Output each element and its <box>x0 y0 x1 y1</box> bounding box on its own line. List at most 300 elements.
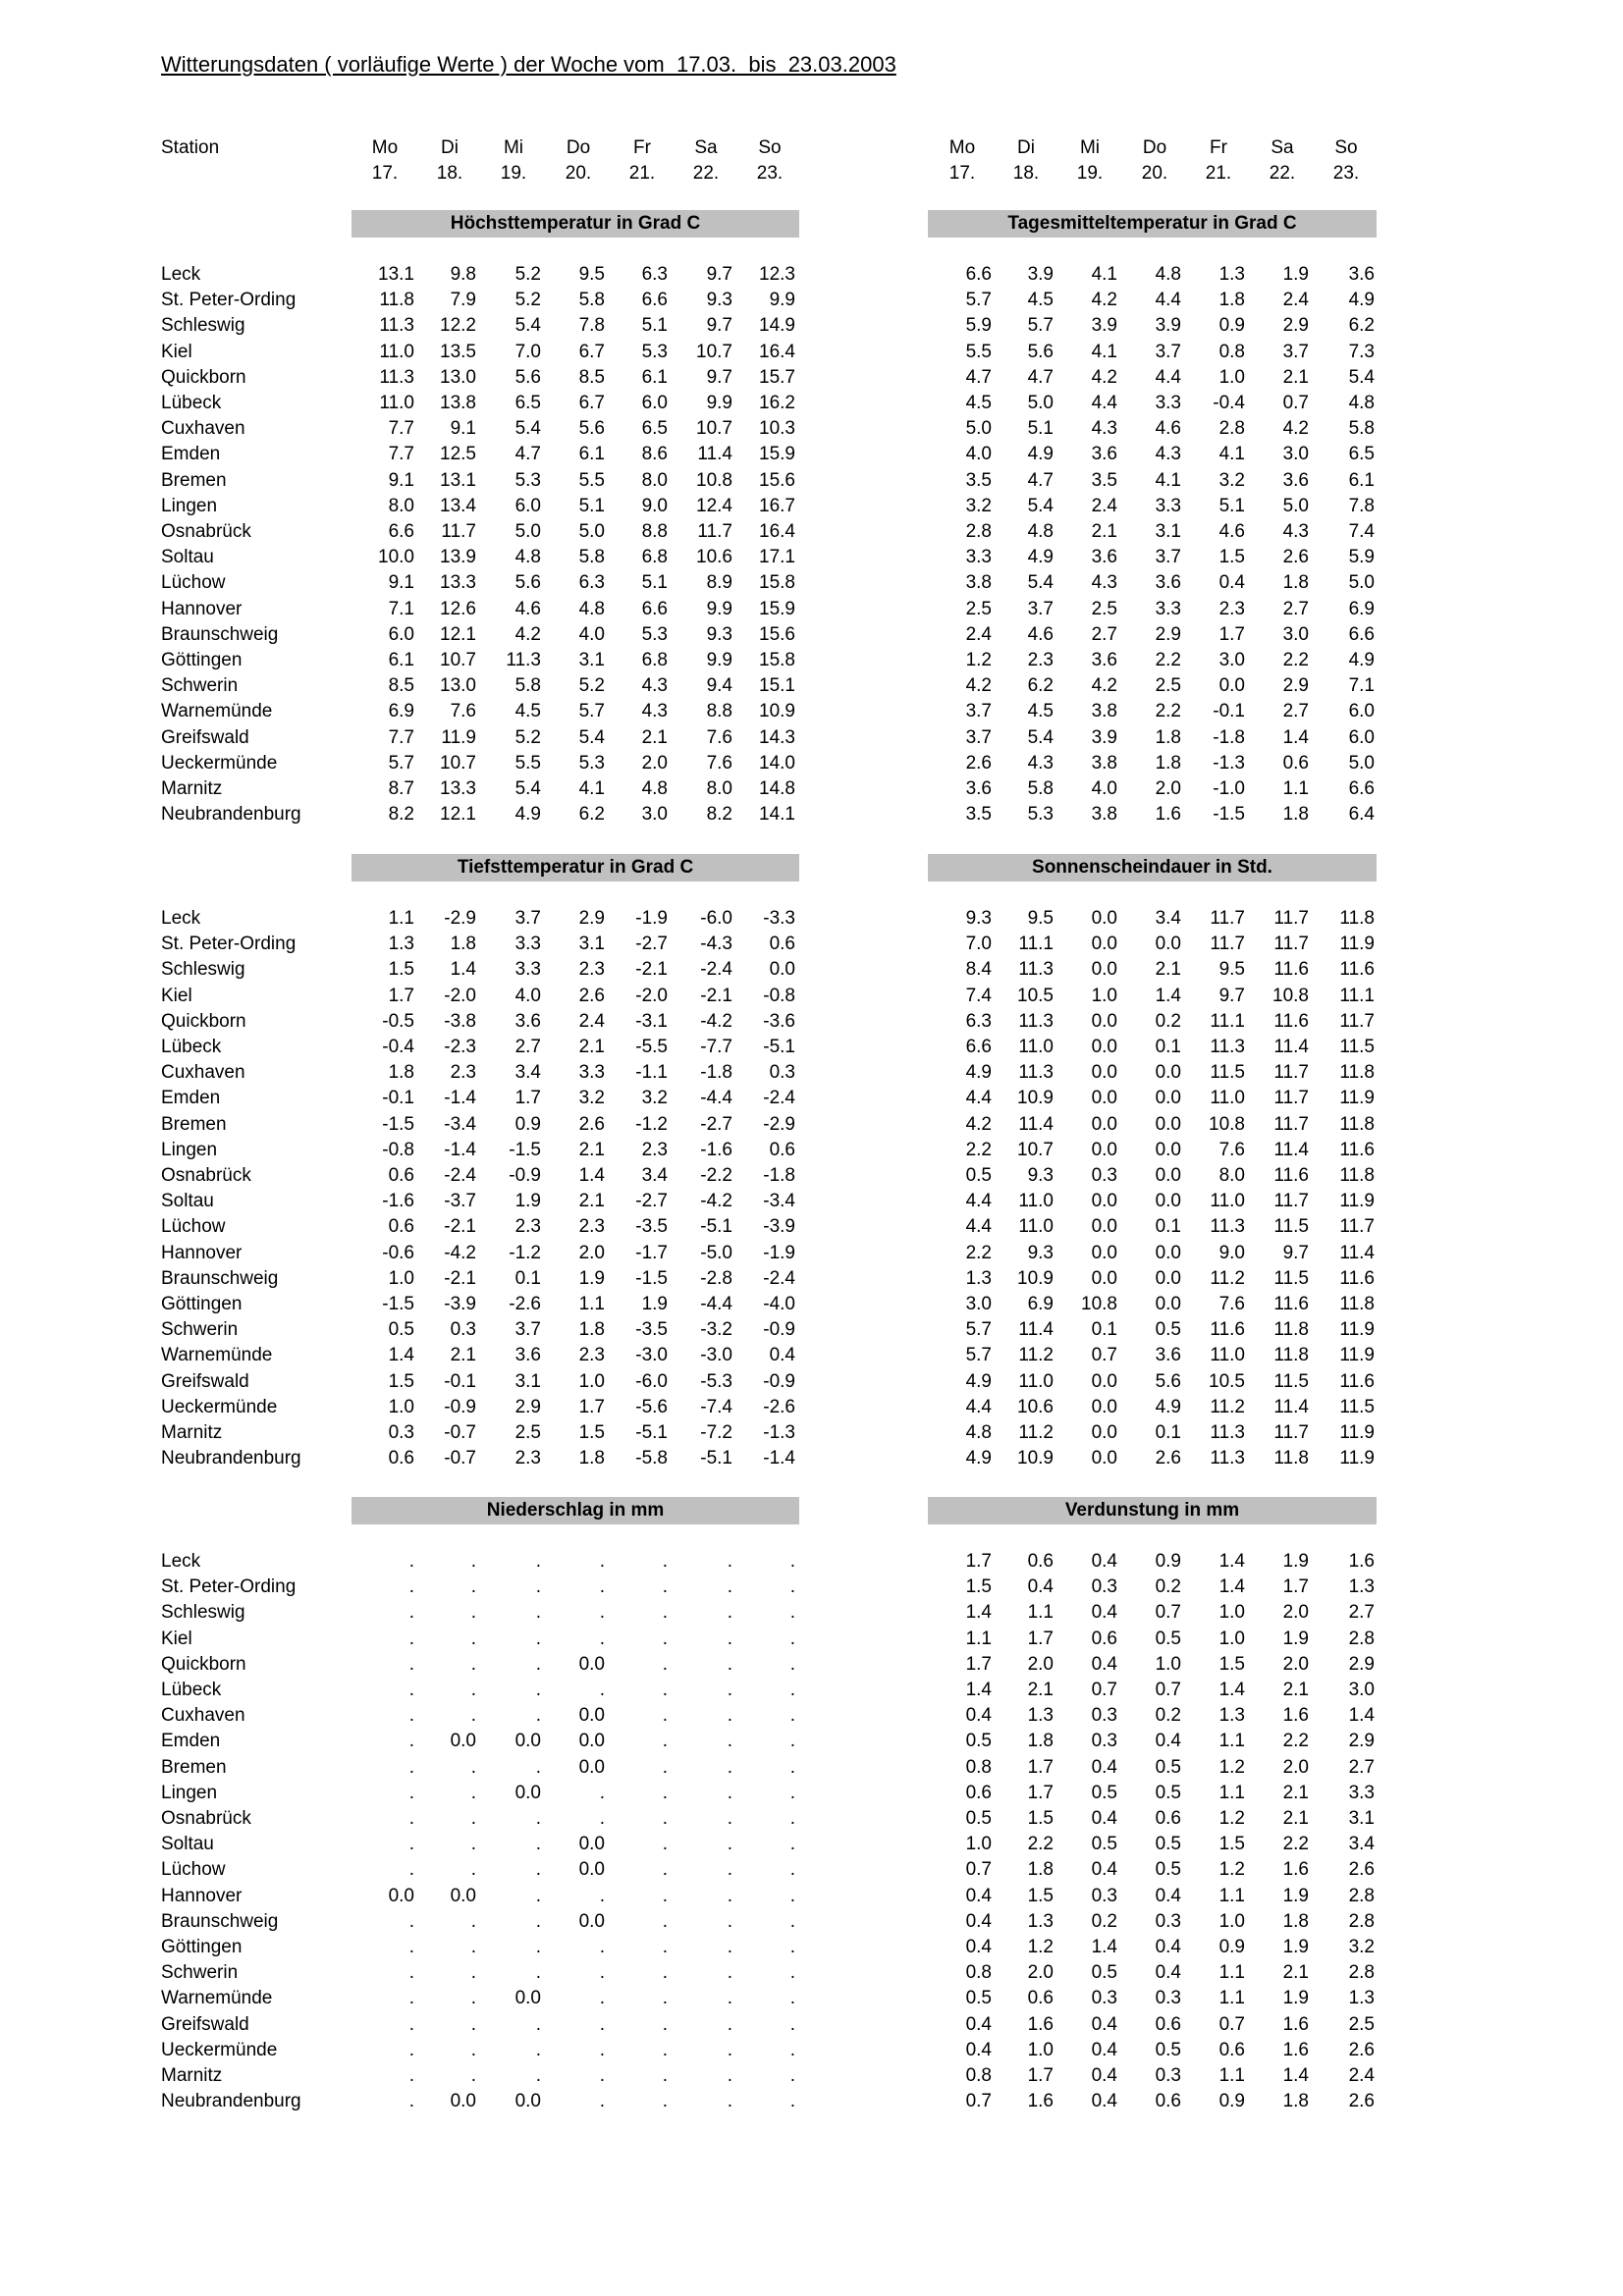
value-cell: 14.9 <box>759 315 795 337</box>
value-cell: 4.4 <box>965 1216 992 1238</box>
value-cell: . <box>662 1680 668 1700</box>
value-cell: 14.0 <box>759 752 795 774</box>
station-name: Bremen <box>161 1113 227 1135</box>
table-row <box>0 1960 1473 1986</box>
value-cell: 2.5 <box>1091 598 1117 619</box>
value-cell: -0.7 <box>444 1422 476 1443</box>
value-cell: -0.9 <box>509 1165 541 1186</box>
value-cell: 10.9 <box>1017 1088 1054 1109</box>
value-cell: 0.4 <box>1091 2065 1117 2086</box>
value-cell: 0.4 <box>1155 1937 1181 1957</box>
value-cell: -3.3 <box>763 908 795 929</box>
value-cell: 5.0 <box>1027 393 1054 413</box>
station-name: St. Peter-Ording <box>161 934 297 955</box>
value-cell: 1.1 <box>1218 1962 1245 1984</box>
value-cell: 11.7 <box>697 521 732 542</box>
value-cell: 7.6 <box>1218 1294 1245 1314</box>
value-cell: 11.3 <box>1210 1216 1245 1238</box>
value-cell: 5.2 <box>514 264 541 285</box>
table-row <box>0 1600 1473 1626</box>
value-cell: 9.9 <box>706 598 732 619</box>
table-row <box>0 1935 1473 1960</box>
value-cell: 5.8 <box>1027 778 1054 799</box>
value-cell: 11.5 <box>1210 1062 1245 1084</box>
value-cell: 0.0 <box>1091 1216 1117 1238</box>
value-cell: 0.5 <box>1155 1319 1181 1341</box>
value-cell: 5.4 <box>1027 572 1054 594</box>
value-cell: 3.1 <box>578 650 605 670</box>
value-cell: 11.4 <box>1273 1396 1309 1417</box>
day-header-left-3: Do <box>566 137 591 158</box>
station-name: Marnitz <box>161 2065 223 2086</box>
value-cell: 2.3 <box>641 1139 668 1160</box>
value-cell: 1.1 <box>388 908 414 929</box>
value-cell: -1.3 <box>1213 752 1245 774</box>
value-cell: 1.5 <box>1218 547 1245 568</box>
value-cell: 11.7 <box>1210 908 1245 929</box>
table-row <box>0 2063 1473 2089</box>
table-row <box>0 1035 1473 1060</box>
value-cell: -5.3 <box>700 1370 732 1392</box>
value-cell: 9.1 <box>450 418 476 440</box>
value-cell: 6.3 <box>965 1010 992 1032</box>
value-cell: 10.7 <box>440 650 476 670</box>
value-cell: 5.4 <box>514 778 541 799</box>
table-row <box>0 751 1473 776</box>
station-name: Schwerin <box>161 675 239 697</box>
value-cell: 4.1 <box>1218 444 1245 465</box>
table-row <box>0 1446 1473 1471</box>
value-cell: 4.3 <box>1091 572 1117 594</box>
value-cell: 3.6 <box>1091 547 1117 568</box>
value-cell: 1.0 <box>1091 985 1117 1006</box>
value-cell: 17.1 <box>759 547 795 568</box>
station-name: Schleswig <box>161 1602 245 1624</box>
value-cell: 3.1 <box>1348 1808 1375 1829</box>
value-cell: 3.8 <box>1091 804 1117 826</box>
value-cell: 3.3 <box>514 934 541 955</box>
value-cell: 1.4 <box>1091 1937 1117 1957</box>
station-name: Leck <box>161 908 201 929</box>
value-cell: 0.0 <box>578 1705 605 1727</box>
value-cell: 2.6 <box>578 1113 605 1135</box>
value-cell: 1.5 <box>388 959 414 981</box>
value-cell: 1.6 <box>1027 2013 1054 2035</box>
value-cell: 2.3 <box>1218 598 1245 619</box>
value-cell: -4.2 <box>700 1010 732 1032</box>
value-cell: 0.7 <box>1155 1602 1181 1624</box>
value-cell: 11.6 <box>1210 1319 1245 1341</box>
value-cell: 9.7 <box>706 315 732 337</box>
day-header-right-3: Do <box>1142 137 1167 158</box>
value-cell: 11.7 <box>1273 934 1309 955</box>
value-cell: . <box>789 1937 795 1957</box>
value-cell: . <box>408 1680 414 1700</box>
value-cell: 9.0 <box>641 495 668 516</box>
page-title: Witterungsdaten ( vorläufige Werte ) der Woche vom 17.03. bis 23.03.2003 <box>161 52 896 77</box>
table-row <box>0 1086 1473 1111</box>
value-cell: -3.1 <box>635 1010 668 1032</box>
value-cell: 0.2 <box>1155 1576 1181 1598</box>
table-row <box>0 984 1473 1009</box>
value-cell: 3.7 <box>514 1319 541 1341</box>
value-cell: . <box>408 1705 414 1727</box>
value-cell: 11.9 <box>1339 934 1375 955</box>
value-cell: 2.0 <box>1155 778 1181 799</box>
value-cell: 0.0 <box>514 1731 541 1752</box>
value-cell: 11.0 <box>1018 1216 1054 1238</box>
date-header-right-2: 19. <box>1076 163 1104 184</box>
value-cell: . <box>727 1602 732 1624</box>
value-cell: 4.2 <box>1091 366 1117 388</box>
value-cell: -2.4 <box>763 1088 795 1109</box>
value-cell: 5.4 <box>514 315 541 337</box>
value-cell: 0.0 <box>1155 1113 1181 1135</box>
value-cell: 0.6 <box>769 1139 795 1160</box>
value-cell: 11.3 <box>506 650 541 670</box>
value-cell: 10.0 <box>378 547 414 568</box>
value-cell: 3.0 <box>965 1294 992 1314</box>
value-cell: . <box>727 1910 732 1932</box>
value-cell: 8.0 <box>641 469 668 491</box>
value-cell: 1.9 <box>514 1191 541 1212</box>
value-cell: 12.4 <box>696 495 732 516</box>
value-cell: -3.0 <box>635 1345 668 1366</box>
table-row <box>0 1369 1473 1395</box>
day-header-left-6: So <box>758 137 782 158</box>
value-cell: 2.1 <box>1091 521 1117 542</box>
value-cell: 2.7 <box>1282 598 1309 619</box>
value-cell: 1.6 <box>1282 1705 1309 1727</box>
table-row <box>0 2012 1473 2038</box>
value-cell: 0.4 <box>965 1885 992 1906</box>
value-cell: 0.0 <box>578 1859 605 1881</box>
value-cell: -2.9 <box>444 908 476 929</box>
value-cell: 5.8 <box>578 290 605 311</box>
value-cell: 5.0 <box>965 418 992 440</box>
value-cell: 0.6 <box>1282 752 1309 774</box>
day-header-left-5: Sa <box>694 137 718 158</box>
station-name: Quickborn <box>161 1010 246 1032</box>
table-row <box>0 1266 1473 1292</box>
station-name: Emden <box>161 444 221 465</box>
value-cell: 4.8 <box>1027 521 1054 542</box>
value-cell: 4.7 <box>965 366 992 388</box>
value-cell: . <box>789 1731 795 1752</box>
value-cell: . <box>662 1910 668 1932</box>
value-cell: 4.9 <box>1027 444 1054 465</box>
value-cell: 3.2 <box>965 495 992 516</box>
value-cell: 0.0 <box>578 1834 605 1855</box>
value-cell: . <box>599 1885 605 1906</box>
value-cell: 9.3 <box>1027 1165 1054 1186</box>
table-row <box>0 519 1473 545</box>
value-cell: 0.4 <box>965 2039 992 2060</box>
value-cell: 16.7 <box>759 495 795 516</box>
value-cell: 14.8 <box>759 778 795 799</box>
value-cell: 11.5 <box>1273 1267 1309 1289</box>
value-cell: 11.8 <box>1339 908 1375 929</box>
value-cell: 1.5 <box>1218 1834 1245 1855</box>
value-cell: 0.5 <box>1091 1834 1117 1855</box>
table-row <box>0 1884 1473 1909</box>
value-cell: 1.1 <box>965 1628 992 1649</box>
value-cell: 3.6 <box>965 778 992 799</box>
value-cell: . <box>789 1885 795 1906</box>
value-cell: -0.9 <box>763 1370 795 1392</box>
header-left <box>161 135 809 190</box>
value-cell: 6.6 <box>641 598 668 619</box>
value-cell: 3.1 <box>578 934 605 955</box>
value-cell: 8.4 <box>965 959 992 981</box>
value-cell: 0.0 <box>1091 1267 1117 1289</box>
value-cell: 4.1 <box>578 778 605 799</box>
value-cell: 11.1 <box>1339 985 1375 1006</box>
value-cell: 15.9 <box>759 444 795 465</box>
value-cell: 0.4 <box>1091 1756 1117 1778</box>
value-cell: 4.4 <box>1091 393 1117 413</box>
value-cell: 1.4 <box>965 1680 992 1700</box>
value-cell: 2.1 <box>578 1037 605 1057</box>
value-cell: 1.0 <box>578 1370 605 1392</box>
date-header-left-0: 17. <box>371 163 399 184</box>
day-header-left-4: Fr <box>633 137 651 158</box>
value-cell: 5.5 <box>578 469 605 491</box>
value-cell: 1.4 <box>1282 2065 1309 2086</box>
station-name: Hannover <box>161 1885 243 1906</box>
table-row <box>0 2089 1473 2114</box>
station-name: Osnabrück <box>161 1165 251 1186</box>
station-name: Cuxhaven <box>161 1062 245 1084</box>
value-cell: 2.5 <box>1155 675 1181 697</box>
value-cell: 2.4 <box>1091 495 1117 516</box>
value-cell: 4.8 <box>578 598 605 619</box>
value-cell: -1.5 <box>635 1267 668 1289</box>
value-cell: 10.7 <box>696 418 732 440</box>
value-cell: 0.1 <box>1155 1216 1181 1238</box>
value-cell: -0.1 <box>1213 701 1245 722</box>
value-cell: 2.0 <box>1282 1756 1309 1778</box>
station-name: Cuxhaven <box>161 418 245 440</box>
value-cell: 1.5 <box>1218 1653 1245 1675</box>
value-cell: 11.9 <box>1339 1191 1375 1212</box>
value-cell: 7.6 <box>450 701 476 722</box>
value-cell: 3.0 <box>1348 1680 1375 1700</box>
value-cell: 5.0 <box>514 521 541 542</box>
value-cell: 2.0 <box>578 1242 605 1263</box>
station-name: Lüchow <box>161 1859 226 1881</box>
value-cell: 3.8 <box>1091 752 1117 774</box>
value-cell: 11.9 <box>441 726 476 748</box>
table-row <box>0 1729 1473 1754</box>
value-cell: 11.6 <box>1273 1294 1309 1314</box>
value-cell: 2.6 <box>1348 2091 1375 2112</box>
value-cell: -2.4 <box>763 1267 795 1289</box>
value-cell: . <box>789 1988 795 2009</box>
value-cell: 1.7 <box>1218 623 1245 645</box>
table-row <box>0 1138 1473 1163</box>
value-cell: 0.5 <box>1155 1782 1181 1803</box>
value-cell: 1.4 <box>450 959 476 981</box>
station-name: Ueckermünde <box>161 2039 278 2060</box>
value-cell: 11.3 <box>1210 1448 1245 1469</box>
value-cell: 11.3 <box>379 366 414 388</box>
value-cell: 10.5 <box>1209 1370 1245 1392</box>
value-cell: 3.7 <box>965 726 992 748</box>
value-cell: 0.1 <box>1155 1422 1181 1443</box>
value-cell: 0.6 <box>1155 2091 1181 2112</box>
value-cell: 3.4 <box>514 1062 541 1084</box>
value-cell: 9.7 <box>706 264 732 285</box>
value-cell: 0.0 <box>1091 1396 1117 1417</box>
value-cell: 0.0 <box>514 1782 541 1803</box>
value-cell: 1.0 <box>1027 2039 1054 2060</box>
value-cell: . <box>470 1962 476 1984</box>
table-row <box>0 1755 1473 1781</box>
value-cell: 0.6 <box>1027 1988 1054 2009</box>
value-cell: -1.1 <box>635 1062 668 1084</box>
value-cell: 8.5 <box>388 675 414 697</box>
value-cell: 1.1 <box>1218 1885 1245 1906</box>
station-name: Kiel <box>161 985 192 1006</box>
value-cell: 2.5 <box>965 598 992 619</box>
value-cell: 0.3 <box>1091 1885 1117 1906</box>
value-cell: 0.5 <box>1155 1859 1181 1881</box>
value-cell: -4.4 <box>700 1088 732 1109</box>
value-cell: 5.3 <box>641 341 668 362</box>
value-cell: 8.0 <box>388 495 414 516</box>
value-cell: 4.3 <box>1027 752 1054 774</box>
value-cell: . <box>662 1731 668 1752</box>
value-cell: 5.4 <box>1027 495 1054 516</box>
value-cell: 9.3 <box>965 908 992 929</box>
value-cell: -3.5 <box>635 1216 668 1238</box>
value-cell: 3.0 <box>1282 444 1309 465</box>
date-header-right-1: 18. <box>1012 163 1040 184</box>
table-row <box>0 494 1473 519</box>
value-cell: . <box>408 2013 414 2035</box>
value-cell: 0.0 <box>578 1756 605 1778</box>
value-cell: . <box>408 2065 414 2086</box>
value-cell: -2.4 <box>700 959 732 981</box>
value-cell: 7.4 <box>1348 521 1375 542</box>
value-cell: 9.5 <box>578 264 605 285</box>
value-cell: 11.8 <box>1273 1448 1309 1469</box>
value-cell: . <box>727 1782 732 1803</box>
value-cell: 0.0 <box>450 2091 476 2112</box>
value-cell: 5.6 <box>1027 341 1054 362</box>
value-cell: 11.7 <box>1273 1113 1309 1135</box>
value-cell: 1.1 <box>1218 1731 1245 1752</box>
value-cell: 1.8 <box>1282 572 1309 594</box>
station-name: Lüchow <box>161 1216 226 1238</box>
value-cell: -3.8 <box>444 1010 476 1032</box>
value-cell: . <box>470 1910 476 1932</box>
value-cell: . <box>662 1834 668 1855</box>
value-cell: 0.0 <box>578 1731 605 1752</box>
value-cell: 13.1 <box>440 469 476 491</box>
value-cell: 0.7 <box>1282 393 1309 413</box>
value-cell: 11.0 <box>1018 1037 1054 1057</box>
value-cell: 5.4 <box>514 418 541 440</box>
value-cell: 0.6 <box>965 1782 992 1803</box>
value-cell: 5.7 <box>1027 315 1054 337</box>
value-cell: 7.9 <box>450 290 476 311</box>
value-cell: . <box>662 1551 668 1572</box>
value-cell: . <box>599 2091 605 2112</box>
table-row <box>0 725 1473 751</box>
value-cell: 1.7 <box>965 1653 992 1675</box>
value-cell: 1.7 <box>1027 1628 1054 1649</box>
value-cell: 1.3 <box>1027 1705 1054 1727</box>
value-cell: -2.7 <box>700 1113 732 1135</box>
value-cell: 0.4 <box>1091 1808 1117 1829</box>
value-cell: . <box>408 1937 414 1957</box>
value-cell: 1.0 <box>1218 366 1245 388</box>
value-cell: 12.1 <box>440 623 476 645</box>
value-cell: 4.2 <box>1091 675 1117 697</box>
table-row <box>0 1575 1473 1600</box>
value-cell: . <box>599 2039 605 2060</box>
table-row <box>0 288 1473 313</box>
value-cell: 1.4 <box>1348 1705 1375 1727</box>
value-cell: -3.9 <box>763 1216 795 1238</box>
value-cell: 4.9 <box>1155 1396 1181 1417</box>
value-cell: 0.0 <box>1091 1139 1117 1160</box>
value-cell: 2.3 <box>514 1216 541 1238</box>
value-cell: 4.9 <box>965 1062 992 1084</box>
value-cell: 2.4 <box>1348 2065 1375 2086</box>
value-cell: 15.7 <box>759 366 795 388</box>
day-header-right-2: Mi <box>1079 137 1101 158</box>
value-cell: 0.6 <box>388 1216 414 1238</box>
value-cell: 6.6 <box>641 290 668 311</box>
day-header-left-1: Di <box>441 137 459 158</box>
value-cell: 0.4 <box>1218 572 1245 594</box>
date-header-right-6: 23. <box>1332 163 1360 184</box>
value-cell: 0.3 <box>769 1062 795 1084</box>
value-cell: 9.3 <box>706 623 732 645</box>
value-cell: 11.1 <box>1210 1010 1245 1032</box>
value-cell: 11.5 <box>1339 1037 1375 1057</box>
value-cell: . <box>789 1653 795 1675</box>
value-cell: -5.0 <box>700 1242 732 1263</box>
value-cell: 11.8 <box>1339 1062 1375 1084</box>
value-cell: 1.2 <box>1218 1808 1245 1829</box>
table-row <box>0 802 1473 828</box>
value-cell: . <box>789 2039 795 2060</box>
value-cell: 0.7 <box>965 1859 992 1881</box>
value-cell: 11.5 <box>1339 1396 1375 1417</box>
value-cell: 11.0 <box>379 341 414 362</box>
value-cell: 16.4 <box>759 341 795 362</box>
value-cell: 9.9 <box>706 650 732 670</box>
value-cell: . <box>662 2065 668 2086</box>
value-cell: . <box>408 1834 414 1855</box>
value-cell: 0.5 <box>965 1988 992 2009</box>
value-cell: -2.1 <box>444 1216 476 1238</box>
value-cell: . <box>535 2065 541 2086</box>
value-cell: -1.9 <box>763 1242 795 1263</box>
value-cell: 1.6 <box>1282 2013 1309 2035</box>
station-name: Neubrandenburg <box>161 2091 301 2112</box>
table-row <box>0 1343 1473 1368</box>
value-cell: -1.8 <box>700 1062 732 1084</box>
value-cell: 15.8 <box>759 572 795 594</box>
value-cell: 2.8 <box>1218 418 1245 440</box>
value-cell: 0.2 <box>1091 1910 1117 1932</box>
value-cell: 11.8 <box>1339 1294 1375 1314</box>
